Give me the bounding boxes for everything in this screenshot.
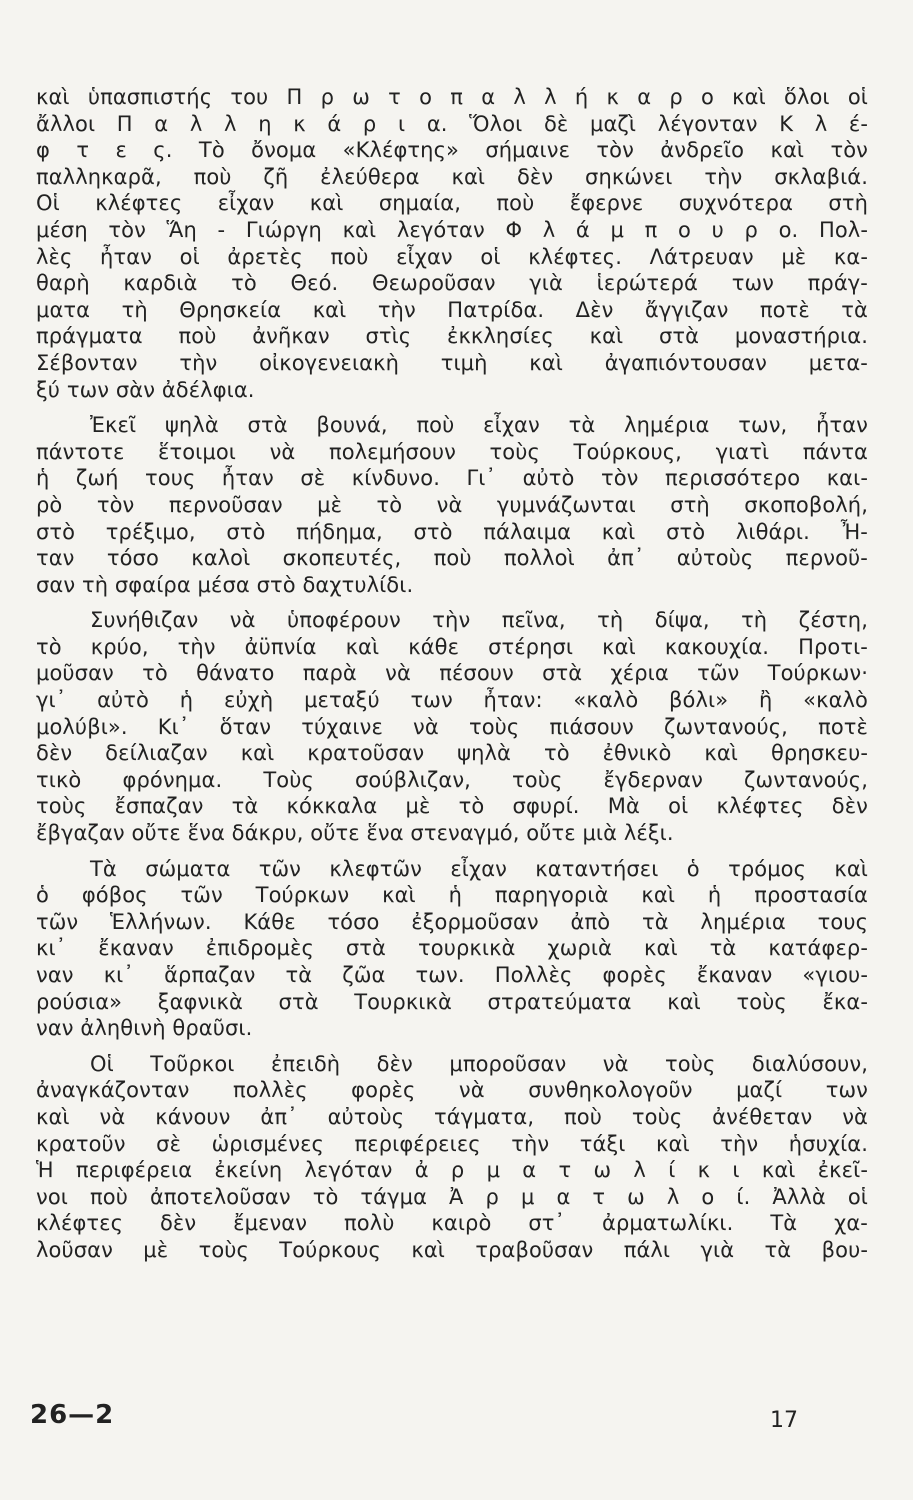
- text-line: δὲν δείλιαζαν καὶ κρατοῦσαν ψηλὰ τὸ ἐθνικὸ καὶ θρησκευ-: [36, 741, 868, 766]
- text-line: λοῦσαν μὲ τοὺς Τούρκους καὶ τραβοῦσαν πάλι γιὰ τὰ βου-: [36, 1237, 868, 1262]
- text-line: γι᾽ αὐτὸ ἡ εὐχὴ μεταξύ των ἦταν: «καλὸ βόλι» ἢ «καλὸ: [36, 688, 868, 713]
- text-line: νοι ποὺ ἀποτελοῦσαν τὸ τάγμα Ἀ ρ μ α τ ω λ ο ί. Ἀλλὰ οἱ: [36, 1184, 868, 1209]
- text-line: Σέβονταν τὴν οἰκογενειακὴ τιμὴ καὶ ἀγαπιόντουσαν μετα-: [36, 350, 868, 375]
- body-text: [36, 84, 868, 1264]
- page-number: 17: [770, 1408, 798, 1433]
- text-line: τικὸ φρόνημα. Τοὺς σούβλιζαν, τοὺς ἔγδερναν ζωντανούς,: [36, 767, 868, 792]
- text-line: κρατοῦν σὲ ὡρισμένες περιφέρειες τὴν τάξι καὶ τὴν ἡσυχία.: [36, 1131, 868, 1156]
- text-line: ρούσια» ξαφνικὰ στὰ Τουρκικὰ στρατεύματα καὶ τοὺς ἔκα-: [36, 989, 868, 1014]
- text-line: ὁ φόβος τῶν Τούρκων καὶ ἡ παρηγοριὰ καὶ ἡ προστασία: [36, 883, 868, 908]
- text-line: μέση τὸν Ἅη - Γιώργη καὶ λεγόταν Φ λ ά μ π ο υ ρ ο. Πολ-: [36, 217, 868, 242]
- text-line: θαρὴ καρδιὰ τὸ Θεό. Θεωροῦσαν γιὰ ἱερώτερά των πράγ-: [36, 271, 868, 296]
- text-line: μολύβι». Κι᾽ ὅταν τύχαινε νὰ τοὺς πιάσουν ζωντανούς, ποτὲ: [36, 714, 868, 739]
- text-line: Τὰ σώματα τῶν κλεφτῶν εἶχαν καταντήσει ὁ τρόμος καὶ: [90, 856, 868, 881]
- text-line: στὸ τρέξιμο, στὸ πήδημα, στὸ πάλαιμα καὶ στὸ λιθάρι. Ἦ-: [36, 519, 868, 544]
- text-line: Ἡ περιφέρεια ἐκείνη λεγόταν ἀ ρ μ α τ ω λ ί κ ι καὶ ἐκεῖ-: [36, 1158, 868, 1183]
- text-line: ἀναγκάζονταν πολλὲς φορὲς νὰ συνθηκολογοῦν μαζί των: [36, 1078, 868, 1103]
- text-line: κι᾽ ἔκαναν ἐπιδρομὲς στὰ τουρκικὰ χωριὰ καὶ τὰ κατάφερ-: [36, 936, 868, 961]
- text-line: Συνήθιζαν νὰ ὑποφέρουν τὴν πεῖνα, τὴ δίψα, τὴ ζέστη,: [90, 608, 868, 633]
- text-line: ρὸ τὸν περνοῦσαν μὲ τὸ νὰ γυμνάζωνται στὴ σκοποβολή,: [36, 492, 868, 517]
- text-line: τὸ κρύο, τὴν ἀϋπνία καὶ κάθε στέρησι καὶ κακουχία. Προτι-: [36, 634, 868, 659]
- paragraph-gap: [36, 403, 868, 412]
- paragraph: [36, 412, 868, 598]
- text-line: ταν τόσο καλοὶ σκοπευτές, ποὺ πολλοὶ ἀπ᾽ αὐτοὺς περνοῦ-: [36, 546, 868, 571]
- text-line: πράγματα ποὺ ἀνῆκαν στὶς ἐκκλησίες καὶ στὰ μοναστήρια.: [36, 324, 868, 349]
- text-line: Οἱ Τοῦρκοι ἐπειδὴ δὲν μποροῦσαν νὰ τοὺς διαλύσουν,: [90, 1051, 868, 1076]
- text-line: ἔβγαζαν οὔτε ἕνα δάκρυ, οὔτε ἕνα στεναγμό, οὔτε μιὰ λέξι.: [36, 821, 674, 846]
- text-line: Ἐκεῖ ψηλὰ στὰ βουνά, ποὺ εἶχαν τὰ λημέρια των, ἦταν: [90, 413, 868, 438]
- text-line: φ τ ε ς. Τὸ ὄνομα «Κλέφτης» σήμαινε τὸν ἀνδρεῖο καὶ τὸν: [36, 138, 868, 163]
- text-line: ξύ των σὰν ἀδέλφια.: [36, 377, 255, 402]
- text-line: ἡ ζωή τους ἦταν σὲ κίνδυνο. Γι᾽ αὐτὸ τὸν περισσότερο και-: [36, 466, 868, 491]
- text-line: σαν τὴ σφαίρα μέσα στὸ δαχτυλίδι.: [36, 572, 414, 597]
- paragraph: [36, 607, 868, 846]
- paragraph: [36, 84, 868, 403]
- paragraph: [36, 1051, 868, 1264]
- text-line: ἄλλοι Π α λ λ η κ ά ρ ι α. Ὅλοι δὲ μαζὶ λέγονταν Κ λ έ-: [36, 111, 868, 136]
- text-line: ματα τὴ Θρησκεία καὶ τὴν Πατρίδα. Δὲν ἄγγιζαν ποτὲ τὰ: [36, 297, 868, 322]
- paragraph-gap: [36, 847, 868, 856]
- text-line: παλληκαρᾶ, ποὺ ζῆ ἐλεύθερα καὶ δὲν σηκώνει τὴν σκλαβιά.: [36, 164, 868, 189]
- printer-signature: 26—2: [30, 1400, 115, 1430]
- paragraph-gap: [36, 598, 868, 607]
- text-line: τοὺς ἔσπαζαν τὰ κόκκαλα μὲ τὸ σφυρί. Μὰ οἱ κλέφτες δὲν: [36, 794, 868, 819]
- text-line: μοῦσαν τὸ θάνατο παρὰ νὰ πέσουν στὰ χέρια τῶν Τούρκων·: [36, 661, 868, 686]
- paragraph-gap: [36, 1042, 868, 1051]
- text-line: κλέφτες δὲν ἔμεναν πολὺ καιρὸ στ᾽ ἀρματωλίκι. Τὰ χα-: [36, 1211, 868, 1236]
- paragraph: [36, 856, 868, 1042]
- text-line: λὲς ἦταν οἱ ἀρετὲς ποὺ εἶχαν οἱ κλέφτες. Λάτρευαν μὲ κα-: [36, 244, 868, 269]
- text-line: καὶ νὰ κάνουν ἀπ᾽ αὐτοὺς τάγματα, ποὺ τοὺς ἀνέθεταν νὰ: [36, 1104, 868, 1129]
- text-line: καὶ ὑπασπιστής του Π ρ ω τ ο π α λ λ ή κ α ρ ο καὶ ὅλοι οἱ: [36, 85, 868, 109]
- text-line: τῶν Ἑλλήνων. Κάθε τόσο ἐξορμοῦσαν ἀπὸ τὰ λημέρια τους: [36, 909, 868, 934]
- text-line: Οἱ κλέφτες εἶχαν καὶ σημαία, ποὺ ἔφερνε συχνότερα στὴ: [36, 191, 868, 216]
- text-line: ναν κι᾽ ἅρπαζαν τὰ ζῶα των. Πολλὲς φορὲς ἔκαναν «γιου-: [36, 963, 868, 987]
- text-line: πάντοτε ἕτοιμοι νὰ πολεμήσουν τοὺς Τούρκους, γιατὶ πάντα: [36, 439, 868, 464]
- text-line: ναν ἀληθινὴ θραῦσι.: [36, 1016, 253, 1041]
